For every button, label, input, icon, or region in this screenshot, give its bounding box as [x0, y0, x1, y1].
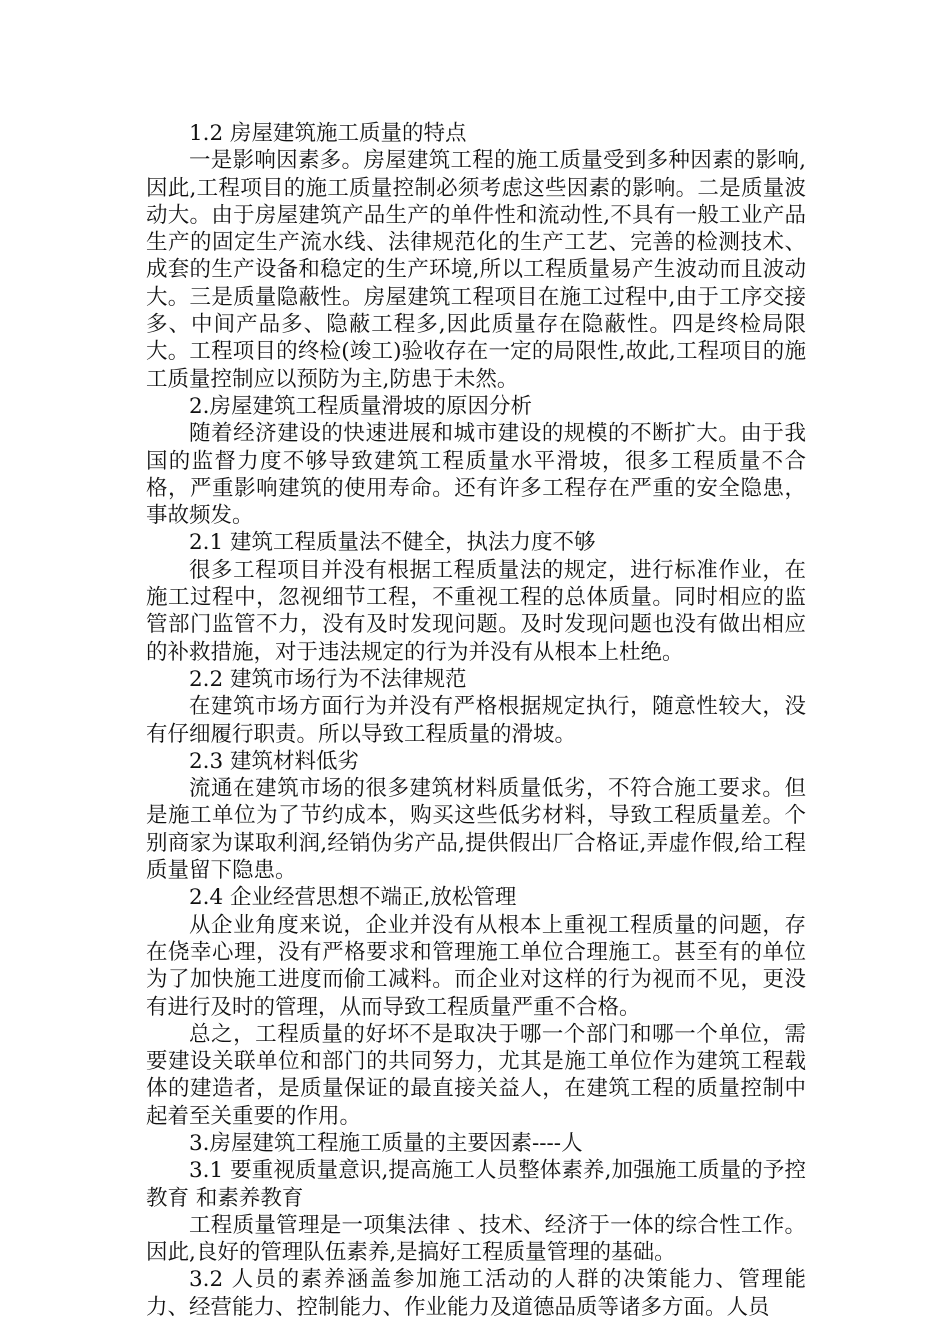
section-heading-2-1: 2.1 建筑工程质量法不健全，执法力度不够: [189, 530, 596, 556]
body-paragraph: 从企业角度来说，企业并没有从根本上重视工程质量的问题，存在侥幸心理，没有严格要求和管理施工单位合理施工。甚至有的单位为了加快施工进度而偷工减料。而企业对这样的行为视而不见，更没有进行及时的管理，从而导致工程质量严重不合格。: [146, 912, 806, 1020]
section-heading-2: 2.房屋建筑工程质量滑坡的原因分析: [189, 393, 533, 419]
body-paragraph: 随着经济建设的快速进展和城市建设的规模的不断扩大。由于我国的监督力度不够导致建筑工程质量水平滑坡，很多工程质量不合格，严重影响建筑的使用寿命。还有许多工程存在严重的安全隐患，事故频发。: [146, 421, 806, 529]
document-page: [146, 120, 806, 1321]
body-paragraph: 一是影响因素多。房屋建筑工程的施工质量受到多种因素的影响,因此,工程项目的施工质量控制必须考虑这些因素的影响。二是质量波动大。由于房屋建筑产品生产的单件性和流动性,不具有一般工业产品生产的固定生产流水线、法律规范化的生产工艺、完善的检测技术、成套的生产设备和稳定的生产环境,所以工程质量易产生波动而且波动大。三是质量隐蔽性。房屋建筑工程项目在施工过程中,由于工序交接多、中间产品多、隐蔽工程多,因此质量存在隐蔽性。四是终检局限大。工程项目的终检(竣工)验收存在一定的局限性,故此,工程项目的施工质量控制应以预防为主,防患于未然。: [146, 148, 806, 392]
section-heading-2-3: 2.3 建筑材料低劣: [189, 748, 360, 774]
section-heading-1-2: 1.2 房屋建筑施工质量的特点: [189, 121, 467, 146]
section-heading-2-2: 2.2 建筑市场行为不法律规范: [189, 666, 467, 692]
section-heading-3: 3.房屋建筑工程施工质量的主要因素----人: [189, 1130, 583, 1156]
section-heading-3-1: 3.1 要重视质量意识,提高施工人员整体素养,加强施工质量的予控 教育 和素养教育: [146, 1158, 806, 1211]
body-paragraph: 流通在建筑市场的很多建筑材料质量低劣，不符合施工要求。但是施工单位为了节约成本，购买这些低劣材料，导致工程质量差。个别商家为谋取利润,经销伪劣产品,提供假出厂合格证,弄虚作假,给工程质量留下隐患。: [146, 776, 806, 884]
section-heading-2-4: 2.4 企业经营思想不端正,放松管理: [189, 885, 517, 911]
body-paragraph: 工程质量管理是一项集法律 、技术、经济于一体的综合性工作。因此,良好的管理队伍素养,是搞好工程质量管理的基础。: [146, 1212, 806, 1266]
body-paragraph: 很多工程项目并没有根据工程质量法的规定，进行标准作业，在施工过程中，忽视细节工程，不重视工程的总体质量。同时相应的监管部门监管不力，没有及时发现问题。及时发现问题也没有做出相应的补救措施，对于违法规定的行为并没有从根本上杜绝。: [146, 557, 806, 665]
body-paragraph-summary: 总之，工程质量的好坏不是取决于哪一个部门和哪一个单位，需要建设关联单位和部门的共同努力，尤其是施工单位作为建筑工程载体的建造者，是质量保证的最直接关益人，在建筑工程的质量控制中起着至关重要的作用。: [146, 1021, 806, 1129]
body-paragraph: 在建筑市场方面行为并没有严格根据规定执行，随意性较大，没有仔细履行职责。所以导致工程质量的滑坡。: [146, 694, 806, 747]
body-paragraph-3-2: 3.2 人员的素养涵盖参加施工活动的人群的决策能力、管理能力、经营能力、控制能力、作业能力及道德品质等诸多方面。人员: [146, 1267, 806, 1320]
